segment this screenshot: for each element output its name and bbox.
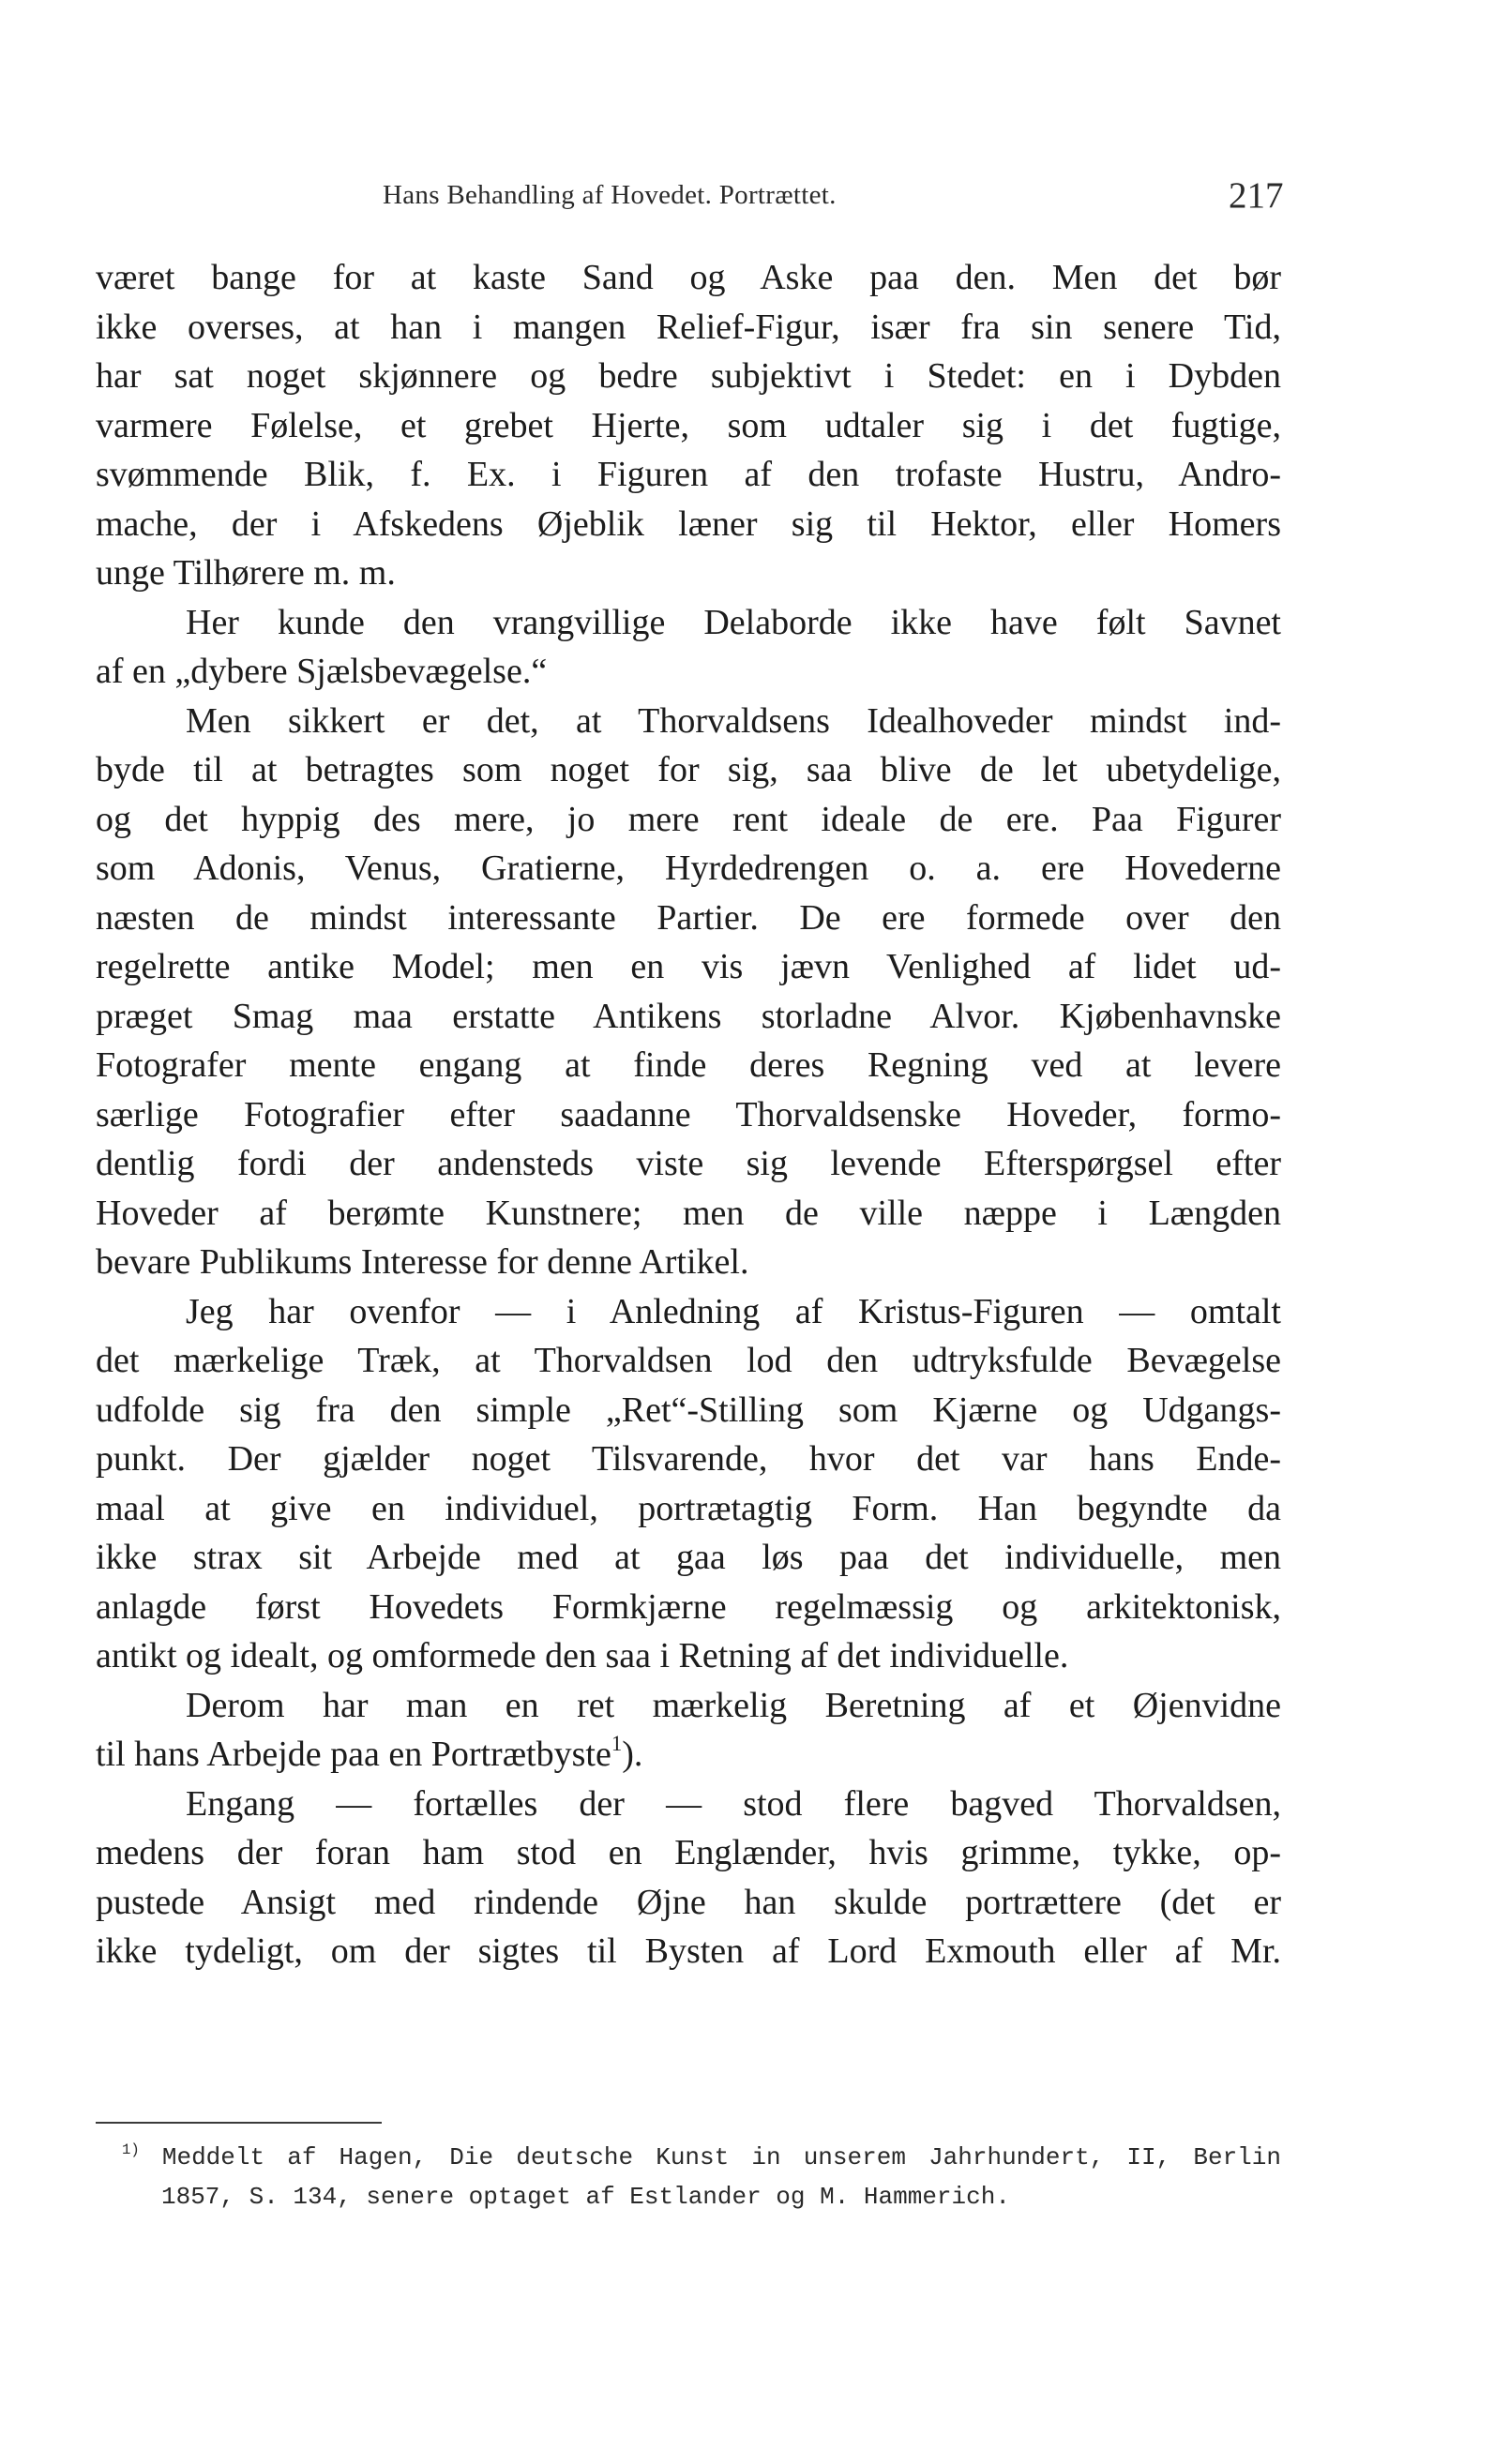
footnote-text: Meddelt af Hagen, Die deutsche Kunst in unserem Jahrhundert, II, Berlin [161, 2143, 1281, 2171]
text-line: Fotografer mente engang at finde deres Regning ved at levere [96, 1045, 1281, 1085]
footnote-line: 1857, S. 134, senere optaget af Estlander og M. Hammerich. [161, 2183, 1010, 2211]
text-line: ikke strax sit Arbejde med at gaa løs paa det individuelle, men [96, 1538, 1281, 1577]
text-line: været bange for at kaste Sand og Aske paa den. Men det bør [96, 258, 1281, 297]
text-line: udfolde sig fra den simple „Ret“-Stilling som Kjærne og Udgangs- [96, 1390, 1281, 1430]
text-line: præget Smag maa erstatte Antikens storladne Alvor. Kjøbenhavnske [96, 996, 1281, 1036]
text-line: ikke tydeligt, om der sigtes til Bysten af Lord Exmouth eller af Mr. [96, 1931, 1281, 1971]
text-line: unge Tilhørere m. m. [96, 553, 396, 593]
text-line: af en „dybere Sjælsbevægelse.“ [96, 652, 548, 691]
text-line: bevare Publikums Interesse for denne Artikel. [96, 1242, 749, 1282]
text-line: varmere Følelse, et grebet Hjerte, som udtaler sig i det fugtige, [96, 405, 1281, 445]
footnote-divider [96, 2122, 382, 2124]
footnote-ref-suffix: ). [622, 1735, 643, 1774]
text-line-with-footnote-ref [96, 1730, 1281, 1780]
body-text [96, 253, 1281, 1976]
text-line: byde til at betragtes som noget for sig, saa blive de let ubetydelige, [96, 750, 1281, 789]
page-number: 217 [1229, 175, 1284, 216]
text-line: Her kunde den vrangvillige Delaborde ikke have følt Savnet [186, 602, 1281, 642]
text-line: næsten de mindst interessante Partier. De ere formede over den [96, 897, 1281, 938]
text-line-content: til hans Arbejde paa en Portrætbyste [96, 1735, 611, 1774]
text-line: har sat noget skjønnere og bedre subjektivt i Stedet: en i Dybden [96, 356, 1281, 396]
footnote-ref-marker[interactable]: 1 [611, 1732, 623, 1756]
text-line: Hoveder af berømte Kunstnere; men de ville næppe i Længden [96, 1193, 1281, 1233]
text-line: regelrette antike Model; men en vis jævn Venlighed af lidet ud- [96, 947, 1281, 986]
footnote-marker: 1) [122, 2141, 140, 2159]
text-line: anlagde først Hovedets Formkjærne regelmæssig og arkitektonisk, [96, 1586, 1281, 1627]
text-line: punkt. Der gjælder noget Tilsvarende, hvor det var hans Ende- [96, 1439, 1281, 1479]
text-line: Derom har man en ret mærkelig Beretning af et Øjenvidne [186, 1685, 1281, 1725]
text-line: som Adonis, Venus, Gratierne, Hyrdedrengen o. a. ere Hovederne [96, 849, 1281, 888]
text-line: medens der foran ham stod en Englænder, hvis grimme, tykke, op- [96, 1833, 1281, 1872]
text-line: ikke overses, at han i mangen Relief-Figur, især fra sin senere Tid, [96, 307, 1281, 347]
running-head: Hans Behandling af Hovedet. Portrættet. [383, 180, 837, 210]
text-line: mache, der i Afskedens Øjeblik læner sig til Hektor, eller Homers [96, 503, 1281, 544]
text-line: svømmende Blik, f. Ex. i Figuren af den trofaste Hustru, Andro- [96, 455, 1281, 494]
text-line: Men sikkert er det, at Thorvaldsens Idealhoveder mindst ind- [186, 700, 1281, 741]
text-line: pustede Ansigt med rindende Øjne han skulde portrættere (det er [96, 1882, 1281, 1922]
text-line: maal at give en individuel, portrætagtig Form. Han begyndte da [96, 1488, 1281, 1528]
text-line: dentlig fordi der andensteds viste sig levende Efterspørgsel efter [96, 1144, 1281, 1183]
footnote [122, 2138, 1281, 2216]
text-line: det mærkelige Træk, at Thorvaldsen lod den udtryksfulde Bevægelse [96, 1341, 1281, 1380]
text-line: og det hyppig des mere, jo mere rent ideale de ere. Paa Figurer [96, 799, 1281, 839]
text-line: Jeg har ovenfor — i Anledning af Kristus-Figuren — omtalt [186, 1291, 1281, 1331]
text-line: antikt og idealt, og omformede den saa i Retning af det individuelle. [96, 1636, 1069, 1675]
text-line: Engang — fortælles der — stod flere bagved Thorvaldsen, [186, 1783, 1281, 1824]
text-line: særlige Fotografier efter saadanne Thorvaldsenske Hoveder, formo- [96, 1094, 1281, 1134]
footnote-line [122, 2138, 1281, 2177]
